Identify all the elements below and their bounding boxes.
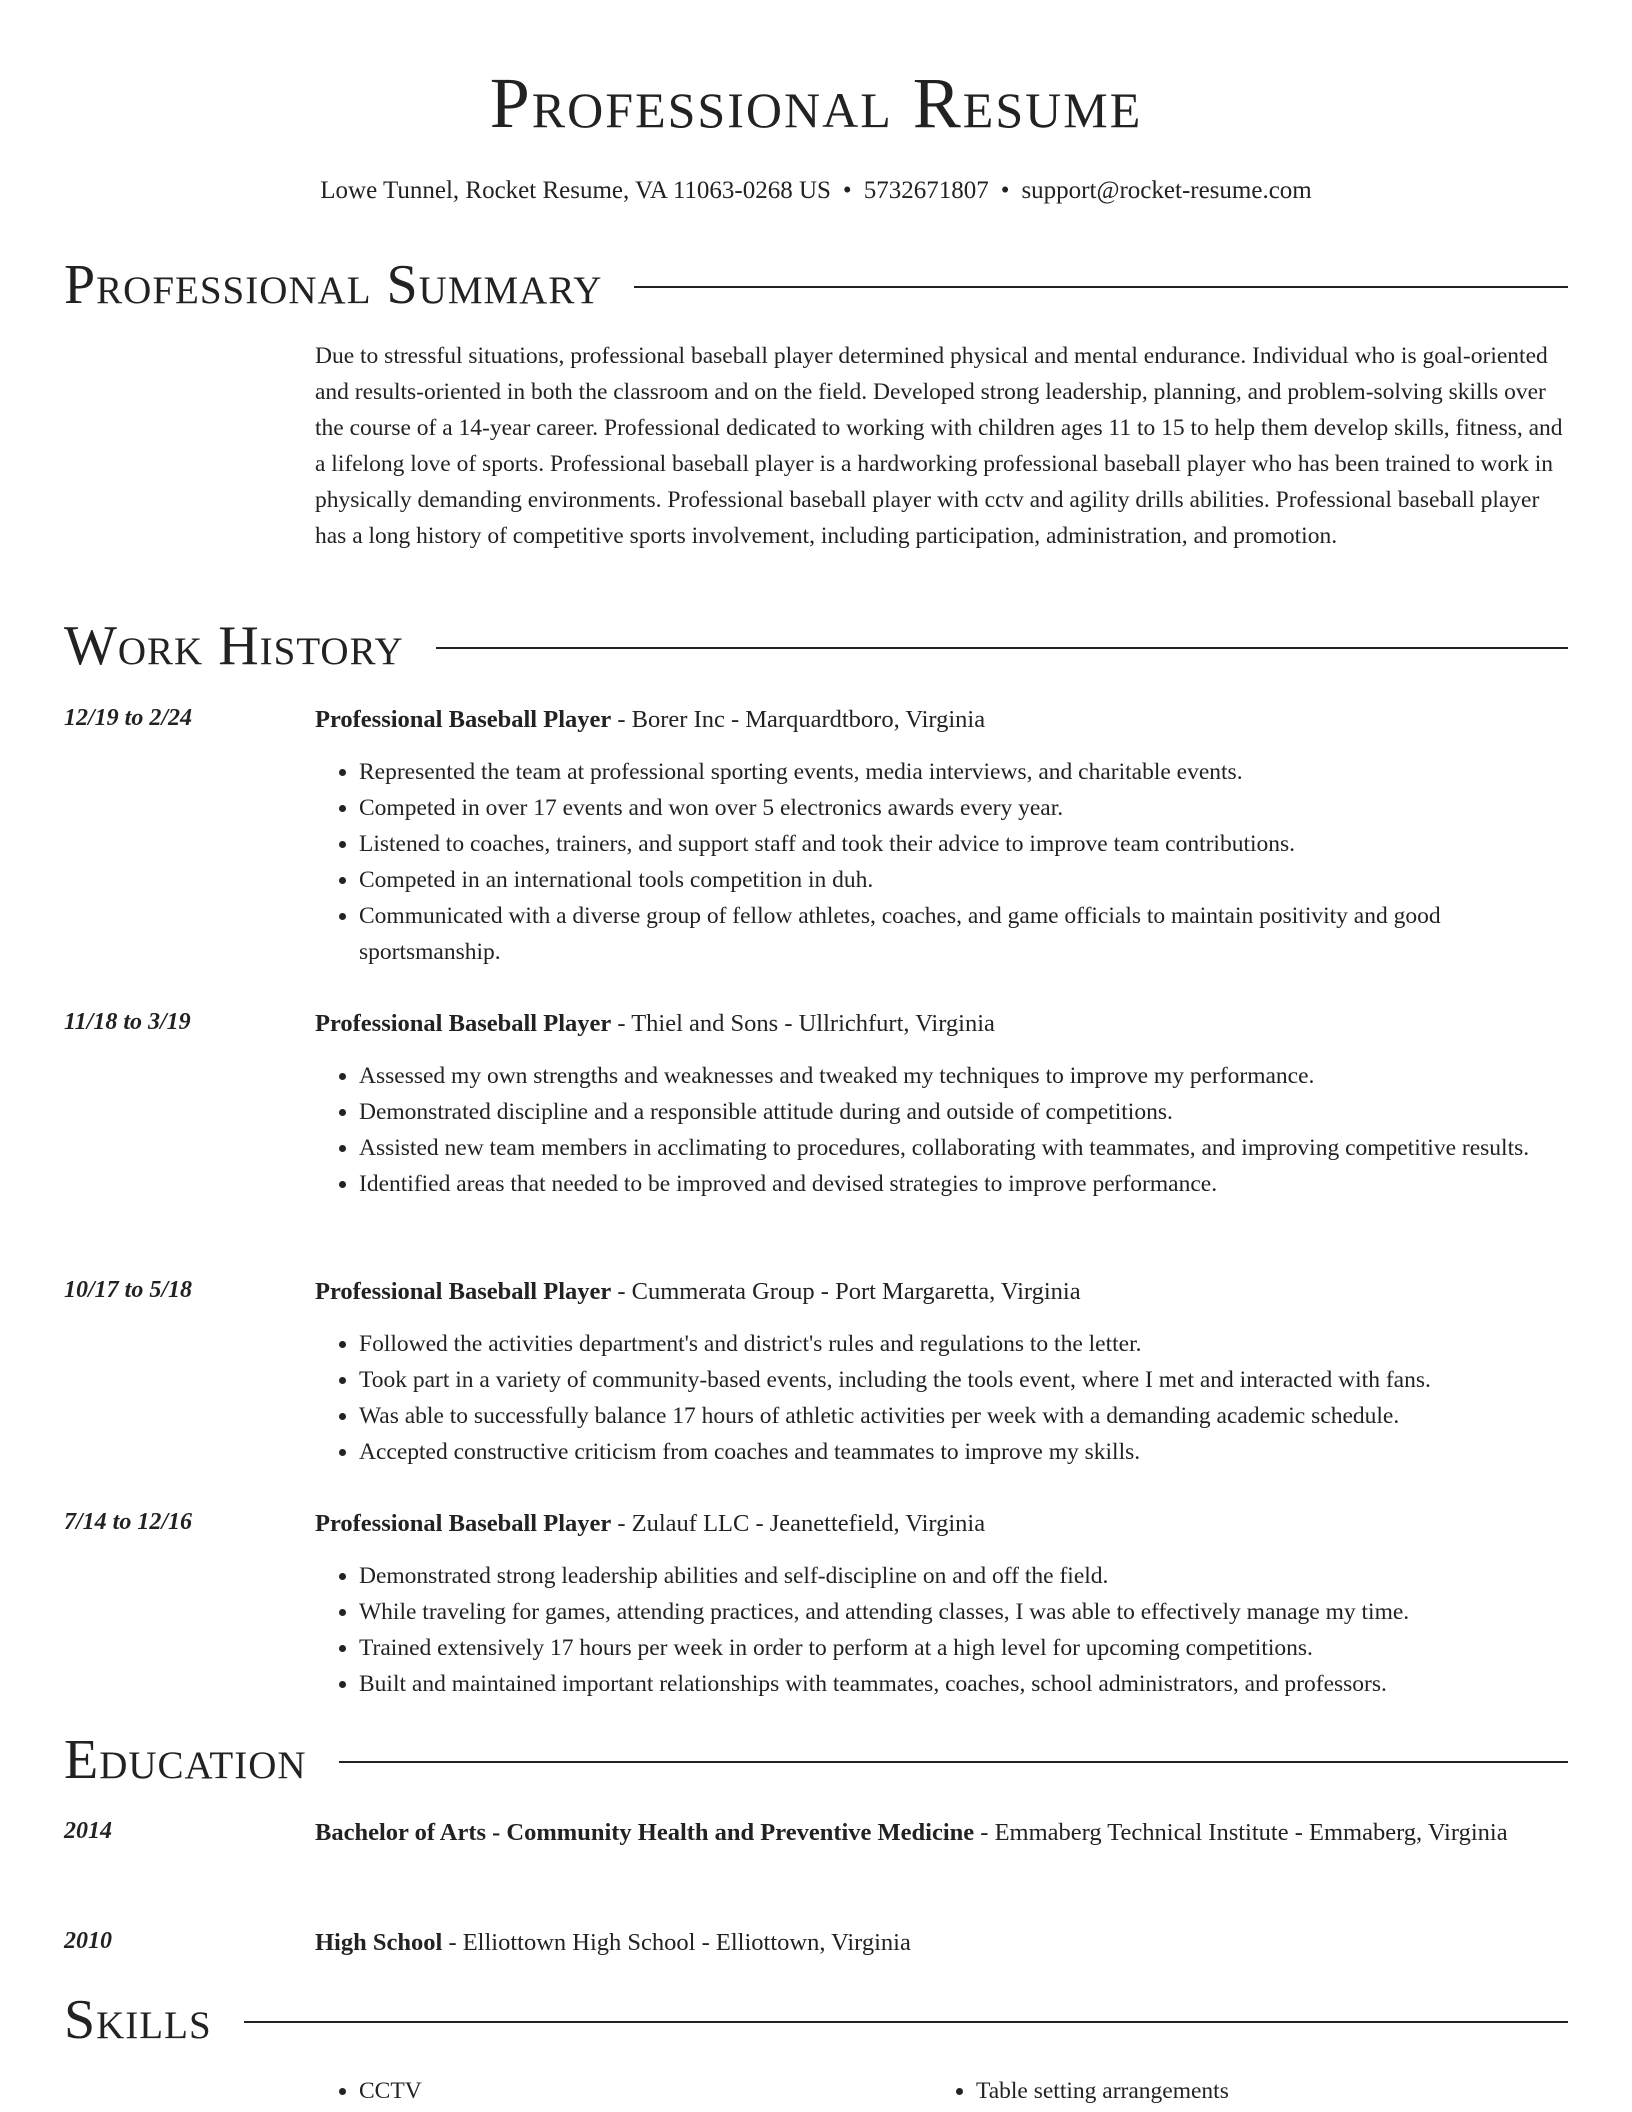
job-bullet: • Represented the team at professional sporting events, media interviews, and charitable events.: [359, 754, 1568, 790]
job-details: - Borer Inc - Marquardtboro, Virginia: [611, 706, 986, 733]
education-year: 2014: [64, 1818, 112, 1844]
summary-text: Due to stressful situations, professional baseball player determined physical and mental endurance. Individual who is goal-oriented and results-oriented in both the classroom and on the field. Developed strong leadership, planning, and problem-solving skills over the course of a 14-year career. Professional dedicated to working with children ages 11 to 15 to help them develop skills, fitness, and a lifelong love of sports. Professional baseball player is a hardworking professional baseball player who has been trained to work in physically demanding environments. Professional baseball player with cctv and agility drills abilities. Professional baseball player has a long history of competitive sports involvement, including participation, administration, and promotion.: [315, 343, 1563, 549]
contact-line: [0, 176, 1632, 206]
job-dates: 7/14 to 12/16: [64, 1509, 193, 1535]
job-bullet: • Accepted constructive criticism from coaches and teammates to improve my skills.: [359, 1434, 1568, 1470]
skills-list-left: [315, 2073, 915, 2109]
job-details: - Cummerata Group - Port Margaretta, Virginia: [611, 1278, 1081, 1305]
job-dates: 12/19 to 2/24: [64, 705, 193, 731]
contact-email: support@rocket-resume.com: [1021, 177, 1312, 204]
resume-name: Professional Resume: [489, 63, 1143, 143]
skill-item: • CCTV: [359, 2073, 915, 2109]
contact-separator: •: [1000, 177, 1010, 204]
job-bullet: • Trained extensively 17 hours per week in order to perform at a high level for upcoming competitions.: [359, 1630, 1568, 1666]
job-details: - Thiel and Sons - Ullrichfurt, Virginia: [611, 1010, 995, 1037]
education-degree: Bachelor of Arts - Community Health and Preventive Medicine: [315, 1819, 975, 1846]
education-section-header: [64, 1728, 1568, 1792]
skills-section-title: Skills: [64, 1989, 212, 2051]
job-role: Professional Baseball Player: [315, 1010, 612, 1037]
job-title-line: [315, 1272, 1568, 1312]
job-bullets: [315, 1058, 1568, 1202]
job-bullet: • Demonstrated strong leadership abilities and self-discipline on and off the field.: [359, 1558, 1568, 1594]
summary-section-header: [64, 253, 1568, 317]
job-role: Professional Baseball Player: [315, 1510, 612, 1537]
job-title-line: [315, 1504, 1568, 1544]
work-section-header: [64, 614, 1568, 678]
education-degree: High School: [315, 1929, 443, 1956]
job-bullet: • Communicated with a diverse group of fellow athletes, coaches, and game officials to maintain positivity and good sportsmanship.: [359, 898, 1568, 970]
job-bullet: • Was able to successfully balance 17 hours of athletic activities per week with a demanding academic schedule.: [359, 1398, 1568, 1434]
section-divider: [244, 2021, 1568, 2023]
skills-section-header: [64, 1988, 1568, 2052]
job-bullets: [315, 1326, 1568, 1470]
job-role: Professional Baseball Player: [315, 1278, 612, 1305]
job-bullet: • Demonstrated discipline and a responsible attitude during and outside of competitions.: [359, 1094, 1568, 1130]
job-dates: 10/17 to 5/18: [64, 1277, 193, 1303]
job-bullet: • Assessed my own strengths and weaknesses and tweaked my techniques to improve my performance.: [359, 1058, 1568, 1094]
job-bullet: • Took part in a variety of community-based events, including the tools event, where I met and interacted with fans.: [359, 1362, 1568, 1398]
education-section-title: Education: [64, 1729, 307, 1791]
job-bullet: • Built and maintained important relationships with teammates, coaches, school administrators, and professors.: [359, 1666, 1568, 1702]
education-title-line: [315, 1813, 1568, 1853]
contact-address: Lowe Tunnel, Rocket Resume, VA 11063-0268 US: [320, 177, 831, 204]
job-title-line: [315, 1004, 1568, 1044]
job-title-line: [315, 700, 1568, 740]
job-bullets: [315, 1558, 1568, 1702]
section-divider: [634, 286, 1568, 288]
section-divider: [436, 647, 1568, 649]
job-bullet: • While traveling for games, attending practices, and attending classes, I was able to effectively manage my time.: [359, 1594, 1568, 1630]
education-year: 2010: [64, 1928, 112, 1954]
job-details: - Zulauf LLC - Jeanettefield, Virginia: [611, 1510, 986, 1537]
job-role: Professional Baseball Player: [315, 706, 612, 733]
summary-section-title: Professional Summary: [64, 254, 603, 316]
job-bullet: • Identified areas that needed to be improved and devised strategies to improve performance.: [359, 1166, 1568, 1202]
job-bullet: • Competed in over 17 events and won over 5 electronics awards every year.: [359, 790, 1568, 826]
contact-phone: 5732671807: [863, 177, 989, 204]
education-title-line: [315, 1923, 1568, 1963]
skill-item: • Table setting arrangements: [976, 2073, 1532, 2109]
skills-list-right: [932, 2073, 1532, 2109]
job-bullet: • Assisted new team members in acclimating to procedures, collaborating with teammates, and improving competitive results.: [359, 1130, 1568, 1166]
job-bullet: • Followed the activities department's and district's rules and regulations to the letter.: [359, 1326, 1568, 1362]
job-bullets: [315, 754, 1568, 970]
job-bullet: • Competed in an international tools competition in duh.: [359, 862, 1568, 898]
education-details: - Emmaberg Technical Institute - Emmaberg, Virginia: [974, 1819, 1508, 1846]
job-bullet: • Listened to coaches, trainers, and support staff and took their advice to improve team contributions.: [359, 826, 1568, 862]
job-dates: 11/18 to 3/19: [64, 1009, 191, 1035]
section-divider: [339, 1761, 1568, 1763]
contact-separator: •: [842, 177, 852, 204]
education-details: - Elliottown High School - Elliottown, Virginia: [442, 1929, 911, 1956]
work-section-title: Work History: [64, 615, 404, 677]
